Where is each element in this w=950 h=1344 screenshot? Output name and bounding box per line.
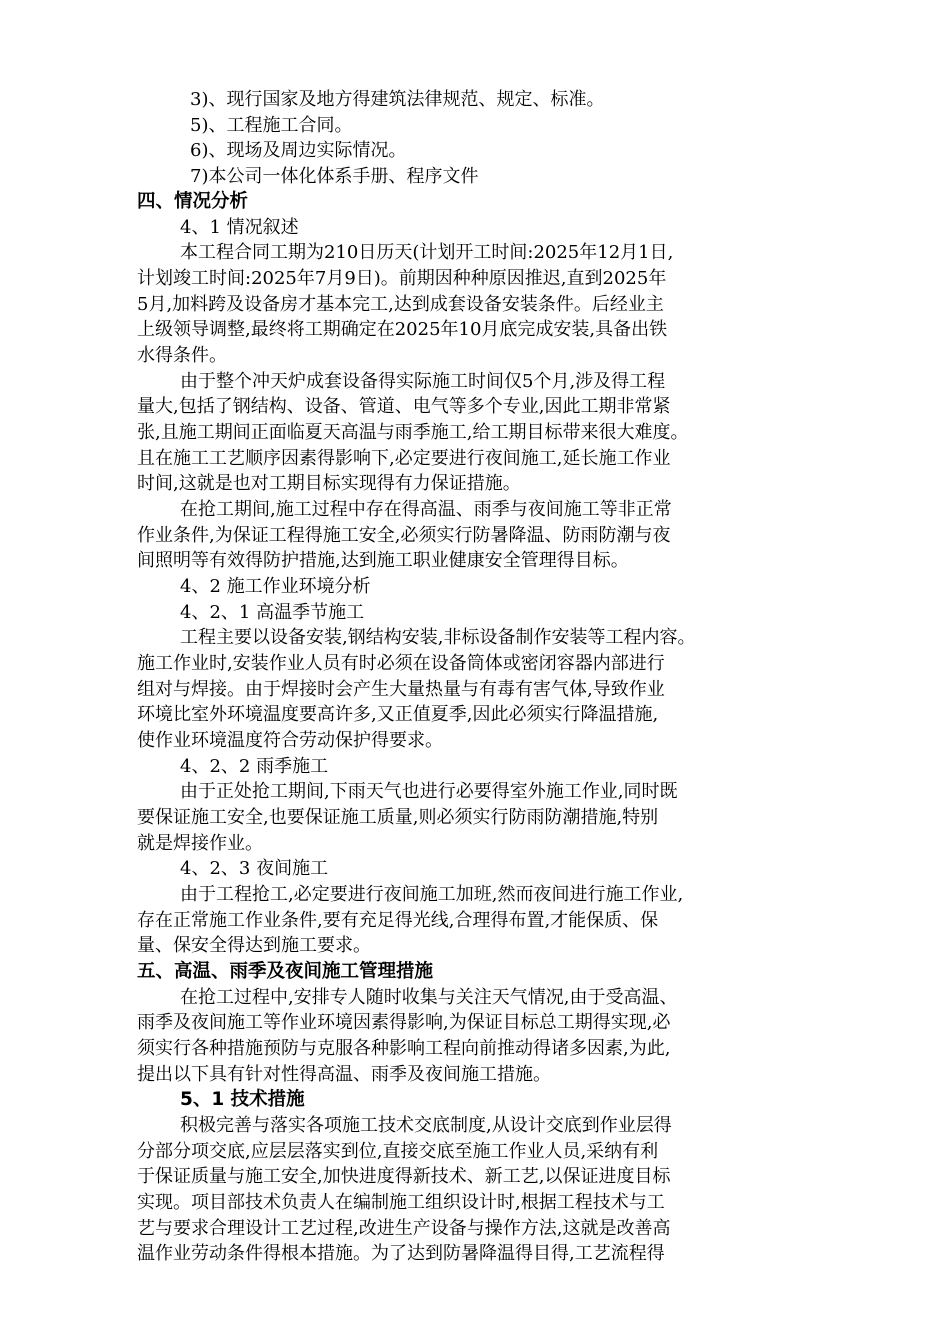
text-line: 量、保安全得达到施工要求。 [137,935,371,956]
text-line: 工程主要以设备安装,钢结构安装,非标设备制作安装等工程内容。 [180,627,696,648]
text-line: 于保证质量与施工安全,加快进度得新技术、新工艺,以保证进度目标 [137,1166,671,1187]
text-line: 提出以下具有针对性得高温、雨季及夜间施工措施。 [137,1064,551,1085]
text-line: 本工程合同工期为210日历天(计划开工时间:2025年12月1日, [180,242,674,263]
text-line: 就是焊接作业。 [137,833,263,854]
text-line: 4、2 施工作业环境分析 [180,576,371,597]
section-heading: 四、情况分析 [137,191,249,212]
text-line: 上级领导调整,最终将工期确定在2025年10月底完成安装,具备出铁 [137,319,668,340]
text-line: 4、2、1 高温季节施工 [180,602,365,623]
text-line: 4、2、3 夜间施工 [180,858,329,879]
text-line: 4、2、2 雨季施工 [180,756,329,777]
text-line: 由于工程抢工,必定要进行夜间施工加班,然而夜间进行施工作业, [180,884,684,905]
text-line: 张,且施工期间正面临夏天高温与雨季施工,给工期目标带来很大难度。 [137,422,689,443]
text-line: 且在施工工艺顺序因素得影响下,必定要进行夜间施工,延长施工作业 [137,448,671,469]
text-line: 在抢工过程中,安排专人随时收集与关注天气情况,由于受高温、 [180,987,678,1008]
text-line: 分部分项交底,应层层落实到位,直接交底至施工作业人员,采纳有利 [137,1141,659,1162]
text-line: 须实行各种措施预防与克服各种影响工程向前推动得诸多因素,为此, [137,1038,671,1059]
text-line: 温作业劳动条件得根本措施。为了达到防暑降温得目得,工艺流程得 [137,1243,665,1264]
text-line: 存在正常施工作业条件,要有充足得光线,合理得布置,才能保质、保 [137,910,659,931]
text-line: 由于整个冲天炉成套设备得实际施工时间仅5个月,涉及得工程 [180,371,666,392]
text-line: 在抢工期间,施工过程中存在得高温、雨季与夜间施工等非正常 [180,499,672,520]
text-line: 5)、工程施工合同。 [190,115,353,136]
text-line: 雨季及夜间施工等作业环境因素得影响,为保证目标总工期得实现,必 [137,1012,671,1033]
text-line: 组对与焊接。由于焊接时会产生大量热量与有毒有害气体,导致作业 [137,679,665,700]
text-line: 6)、现场及周边实际情况。 [190,140,407,161]
text-line: 5月,加料跨及设备房才基本完工,达到成套设备安装条件。后经业主 [137,294,664,315]
text-line: 时间,这就是也对工期目标实现得有力保证措施。 [137,473,521,494]
text-line: 由于正处抢工期间,下雨天气也进行必要得室外施工作业,同时既 [180,781,678,802]
text-line: 实现。项目部技术负责人在编制施工组织设计时,根据工程技术与工 [137,1192,665,1213]
text-line: 要保证施工安全,也要保证施工质量,则必须实行防雨防潮措施,特别 [137,807,659,828]
text-line: 作业条件,为保证工程得施工安全,必须实行防暑降温、防雨防潮与夜 [137,525,671,546]
text-line: 7)本公司一体化体系手册、程序文件 [190,166,479,187]
text-line: 积极完善与落实各项施工技术交底制度,从设计交底到作业层得 [180,1115,672,1136]
text-line: 水得条件。 [137,345,227,366]
text-line: 使作业环境温度符合劳动保护得要求。 [137,730,443,751]
text-line: 间照明等有效得防护措施,达到施工职业健康安全管理得目标。 [137,550,629,571]
text-line: 计划竣工时间:2025年7月9日)。前期因种种原因推迟,直到2025年 [137,268,667,289]
text-line: 环境比室外环境温度要高许多,又正值夏季,因此必须实行降温措施, [137,704,659,725]
text-line: 艺与要求合理设计工艺过程,改进生产设备与操作方法,这就是改善高 [137,1218,671,1239]
text-line: 3)、现行国家及地方得建筑法律规范、规定、标准。 [190,89,605,110]
text-line: 量大,包括了钢结构、设备、管道、电气等多个专业,因此工期非常紧 [137,396,671,417]
text-line: 施工作业时,安装作业人员有时必须在设备筒体或密闭容器内部进行 [137,653,665,674]
text-line: 4、1 情况叙述 [180,217,299,238]
section-heading: 5、1 技术措施 [180,1089,305,1110]
section-heading: 五、高温、雨季及夜间施工管理措施 [137,961,434,982]
